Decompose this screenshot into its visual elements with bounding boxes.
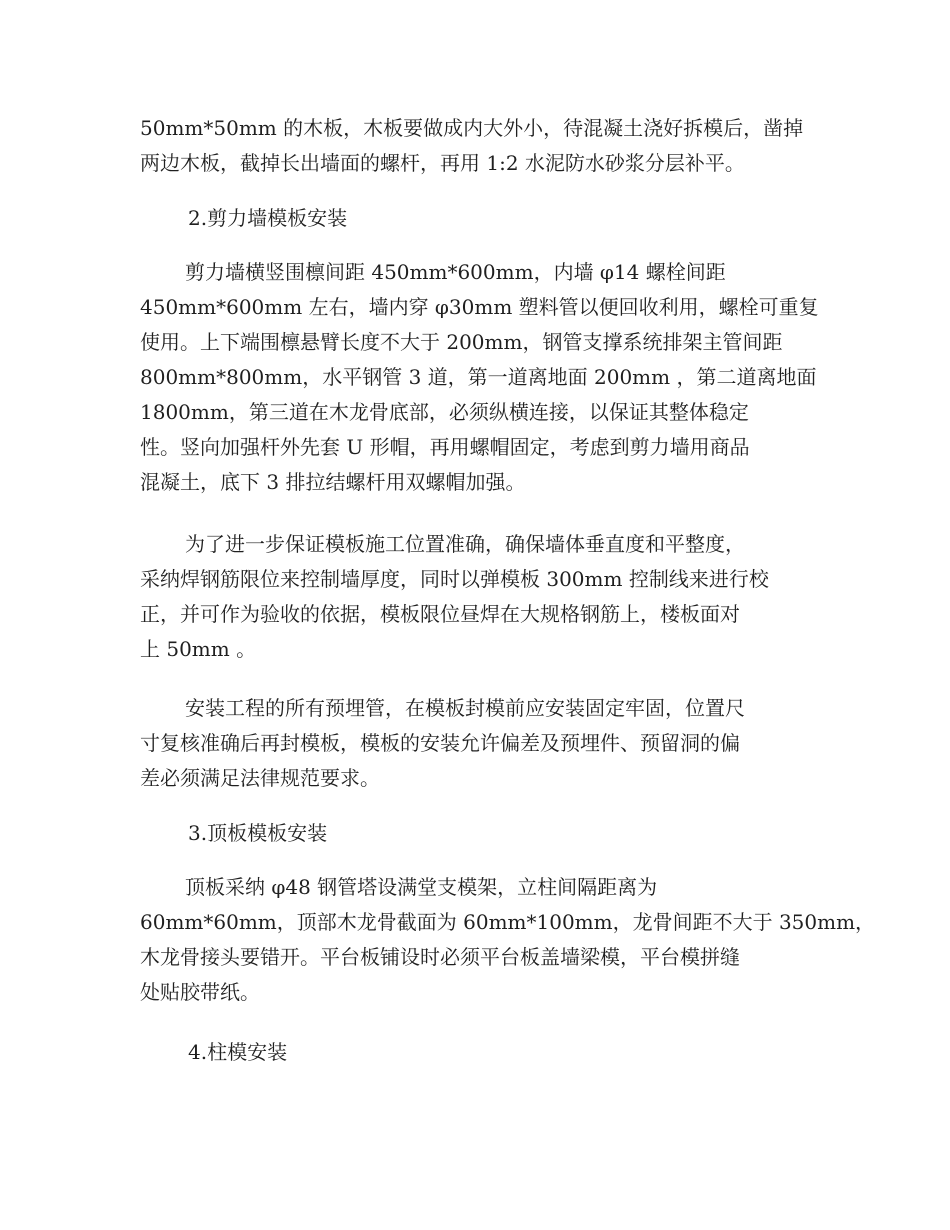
body-text-line: 使用。上下端围檩悬臂长度不大于 200mm，钢管支撑系统排架主管间距 xyxy=(140,330,783,354)
body-text-line: 安装工程的所有预埋管，在模板封模前应安装固定牢固，位置尺 xyxy=(185,696,745,720)
body-text-line: 木龙骨接头要错开。平台板铺设时必须平台板盖墙梁模，平台模拼缝 xyxy=(140,945,740,969)
body-text-line: 60mm*60mm，顶部木龙骨截面为 60mm*100mm，龙骨间距不大于 350mm， xyxy=(140,910,876,934)
body-text-line: 1800mm，第三道在木龙骨底部，必须纵横连接，以保证其整体稳定 xyxy=(140,400,749,424)
body-text-line: 800mm*800mm，水平钢管 3 道，第一道离地面 200mm ，第二道离地面 xyxy=(140,365,817,389)
body-text-line: 正，并可作为验收的依据，模板限位昼焊在大规格钢筋上，楼板面对 xyxy=(140,602,740,626)
body-text-line: 剪力墙横竖围檩间距 450mm*600mm，内墙 φ14 螺栓间距 xyxy=(185,260,726,284)
body-text-line: 处贴胶带纸。 xyxy=(140,980,260,1004)
body-text-line: 50mm*50mm 的木板，木板要做成内大外小，待混凝土浇好拆模后，凿掉 xyxy=(140,116,804,140)
body-text-line: 性。竖向加强杆外先套 U 形帽，再用螺帽固定，考虑到剪力墙用商品 xyxy=(140,435,750,459)
body-text-line: 顶板采纳 φ48 钢管塔设满堂支模架，立柱间隔距离为 xyxy=(185,875,658,899)
body-text-line: 差必须满足法律规范要求。 xyxy=(140,766,380,790)
body-text-line: 采纳焊钢筋限位来控制墙厚度，同时以弹模板 300mm 控制线来进行校 xyxy=(140,567,769,591)
body-text-line: 450mm*600mm 左右，墙内穿 φ30mm 塑料管以便回收利用，螺栓可重复 xyxy=(140,295,819,319)
body-text-line: 上 50mm 。 xyxy=(140,637,257,661)
section-heading: 3.顶板模板安装 xyxy=(188,821,328,845)
body-text-line: 两边木板，截掉长出墙面的螺杆，再用 1:2 水泥防水砂浆分层补平。 xyxy=(140,151,745,175)
section-heading: 2.剪力墙模板安装 xyxy=(188,206,348,230)
section-heading: 4.柱模安装 xyxy=(188,1040,288,1064)
body-text-line: 混凝土，底下 3 排拉结螺杆用双螺帽加强。 xyxy=(140,470,526,494)
body-text-line: 为了进一步保证模板施工位置准确，确保墙体垂直度和平整度， xyxy=(185,532,745,556)
body-text-line: 寸复核准确后再封模板，模板的安装允许偏差及预埋件、预留洞的偏 xyxy=(140,731,740,755)
